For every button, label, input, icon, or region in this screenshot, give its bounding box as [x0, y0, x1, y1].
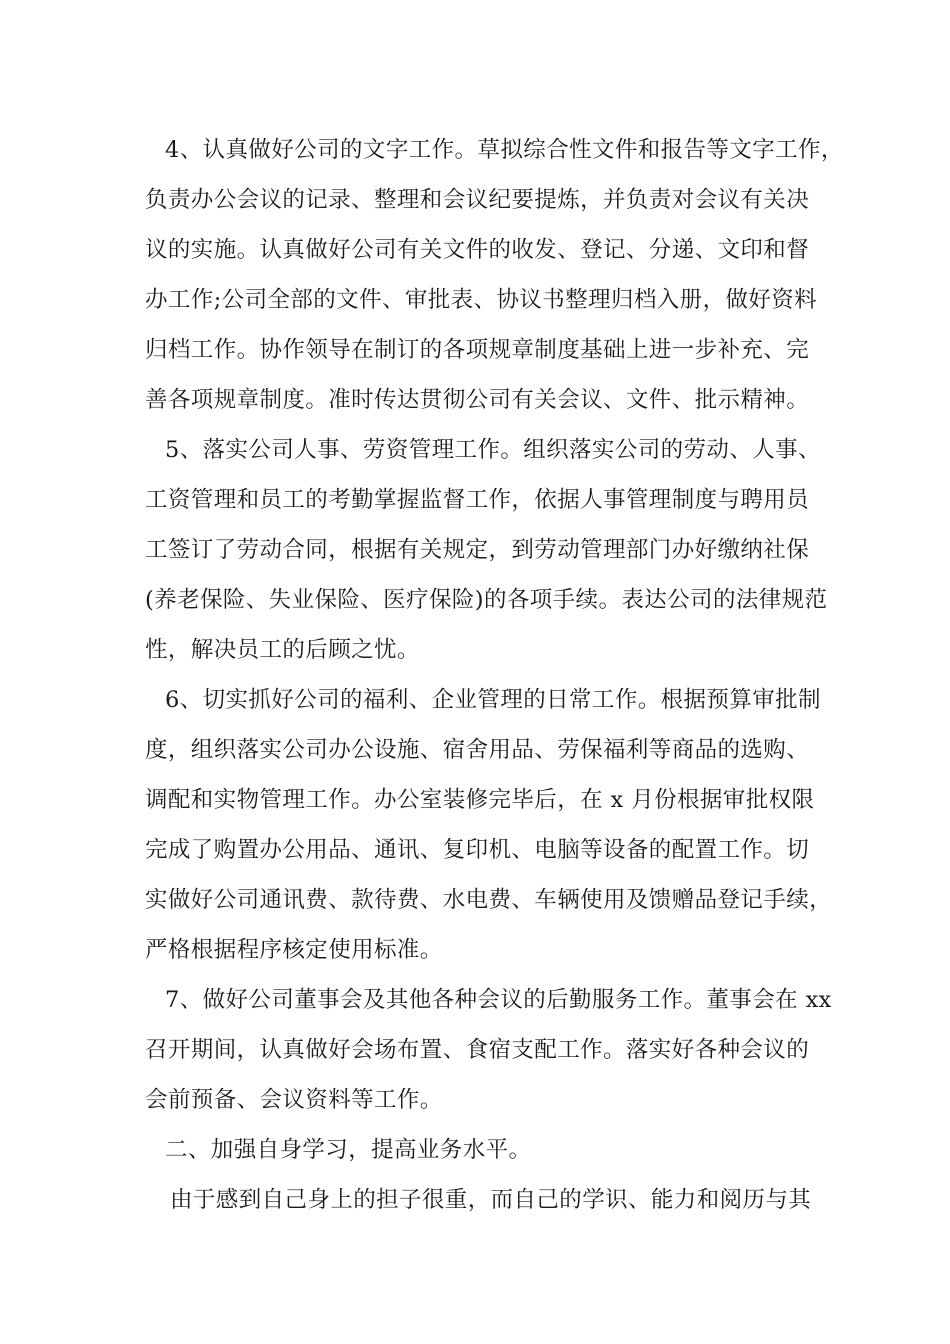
text-line: 会前预备、会议资料等工作。 [145, 1087, 443, 1113]
text-line: 调配和实物管理工作。办公室装修完毕后，在 x 月份根据审批权限 [145, 787, 815, 813]
section-heading: 二、加强自身学习，提高业务水平。 [165, 1137, 532, 1163]
text-line: 6、切实抓好公司的福利、企业管理的日常工作。根据预算审批制 [165, 687, 821, 713]
text-line: 善各项规章制度。准时传达贯彻公司有关会议、文件、批示精神。 [145, 387, 810, 413]
text-line: 实做好公司通讯费、款待费、水电费、车辆使用及馈赠品登记手续， [145, 887, 833, 913]
text-line: 5、落实公司人事、劳资管理工作。组织落实公司的劳动、人事、 [165, 437, 821, 463]
text-line: 办工作;公司全部的文件、审批表、协议书整理归档入册，做好资料 [145, 287, 818, 313]
text-line: 性，解决员工的后顾之忧。 [145, 637, 420, 663]
text-line: 工签订了劳动合同，根据有关规定，到劳动管理部门办好缴纳社保 [145, 537, 810, 563]
text-line: 完成了购置办公用品、通讯、复印机、电脑等设备的配置工作。切 [145, 837, 810, 863]
text-line: (养老保险、失业保险、医疗保险)的各项手续。表达公司的法律规范 [145, 587, 828, 613]
text-line: 由于感到自己身上的担子很重，而自己的学识、能力和阅历与其 [170, 1187, 812, 1213]
text-line: 归档工作。协作领导在制订的各项规章制度基础上进一步补充、完 [145, 337, 810, 363]
text-line: 负责办公会议的记录、整理和会议纪要提炼，并负责对会议有关决 [145, 187, 810, 213]
text-line: 7、做好公司董事会及其他各种会议的后勤服务工作。董事会在 xx [165, 987, 832, 1013]
text-line: 议的实施。认真做好公司有关文件的收发、登记、分递、文印和督 [145, 237, 810, 263]
text-line: 4、认真做好公司的文字工作。草拟综合性文件和报告等文字工作， [165, 137, 844, 163]
text-line: 严格根据程序核定使用标准。 [145, 937, 443, 963]
text-line: 召开期间，认真做好会场布置、食宿支配工作。落实好各种会议的 [145, 1037, 810, 1063]
text-line: 度，组织落实公司办公设施、宿舍用品、劳保福利等商品的选购、 [145, 737, 810, 763]
text-line: 工资管理和员工的考勤掌握监督工作，依据人事管理制度与聘用员 [145, 487, 810, 513]
